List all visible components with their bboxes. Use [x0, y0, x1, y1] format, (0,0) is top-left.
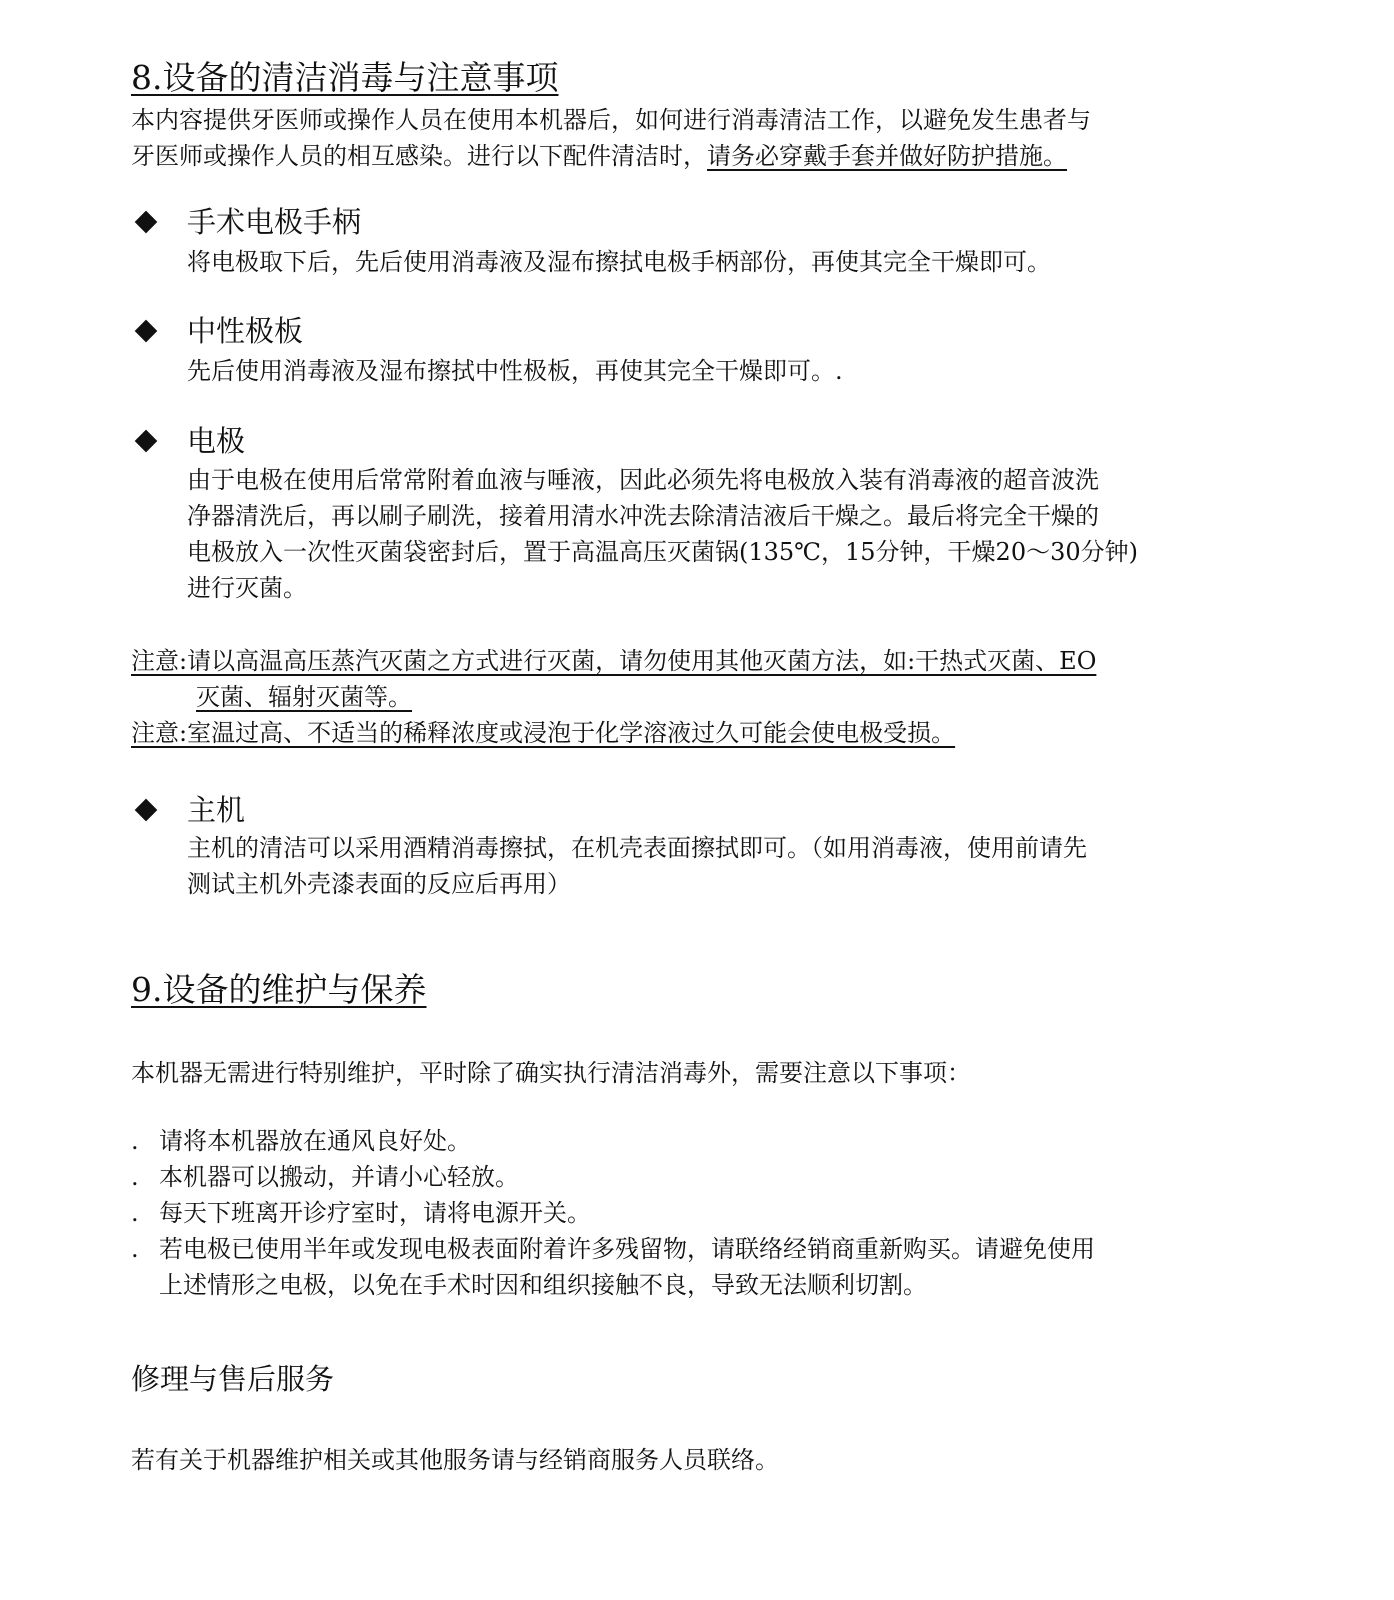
diamond-bullet-icon	[135, 320, 158, 343]
item-text-electrode-line-2: 净器清洗后，再以刷子刷洗，接着用清水冲洗去除清洁液后干燥之。最后将完全干燥的	[187, 502, 1099, 530]
item-text-electrode-line-4: 进行灭菌。	[187, 574, 307, 602]
list-marker: .	[131, 1235, 139, 1263]
item-text-main-unit-line-2: 测试主机外壳漆表面的反应后再用）	[187, 870, 571, 898]
maintenance-item-4-line-2: 上述情形之电极，以免在手术时因和组织接触不良，导致无法顺利切割。	[159, 1271, 927, 1299]
item-heading-neutral-plate: 中性极板	[187, 314, 304, 348]
list-marker: .	[131, 1127, 139, 1155]
item-text-main-unit-line-1: 主机的清洁可以采用酒精消毒擦拭，在机壳表面擦拭即可。（如用消毒液，使用前请先	[187, 834, 1087, 862]
item-heading-electrode-handle: 手术电极手柄	[187, 205, 362, 239]
section-8-title: 8.设备的清洁消毒与注意事项	[131, 58, 559, 97]
diamond-bullet-icon	[135, 430, 158, 453]
item-heading-electrode: 电极	[187, 424, 246, 458]
item-text-neutral-plate: 先后使用消毒液及湿布擦拭中性极板，再使其完全干燥即可。.	[187, 357, 843, 385]
section-8-intro-line-1: 本内容提供牙医师或操作人员在使用本机器后，如何进行消毒清洁工作，以避免发生患者与	[131, 106, 1091, 134]
item-text-electrode-line-1: 由于电极在使用后常常附着血液与唾液，因此必须先将电极放入装有消毒液的超音波洗	[187, 466, 1099, 494]
maintenance-item-1: 请将本机器放在通风良好处。	[159, 1127, 471, 1155]
note-2: 注意:室温过高、不适当的稀释浓度或浸泡于化学溶液过久可能会使电极受损。	[131, 719, 956, 747]
maintenance-item-2: 本机器可以搬动，并请小心轻放。	[159, 1163, 519, 1191]
list-marker: .	[131, 1163, 139, 1191]
note-1-line-2: 灭菌、辐射灭菌等。	[196, 683, 412, 711]
section-9-intro: 本机器无需进行特别维护，平时除了确实执行清洁消毒外，需要注意以下事项：	[131, 1059, 971, 1087]
item-text-electrode-handle: 将电极取下后，先后使用消毒液及湿布擦拭电极手柄部份，再使其完全干燥即可。	[187, 248, 1051, 276]
section-9-title: 9.设备的维护与保养	[131, 970, 427, 1009]
maintenance-item-3: 每天下班离开诊疗室时，请将电源开关。	[159, 1199, 591, 1227]
item-text-electrode-line-3: 电极放入一次性灭菌袋密封后，置于高温高压灭菌锅(135℃，15分钟，干燥20～30分钟)	[187, 538, 1138, 566]
intro-plain-text: 牙医师或操作人员的相互感染。进行以下配件清洁时，	[131, 142, 707, 170]
maintenance-item-4-line-1: 若电极已使用半年或发现电极表面附着许多残留物，请联络经销商重新购买。请避免使用	[159, 1235, 1095, 1263]
diamond-bullet-icon	[135, 799, 158, 822]
intro-underlined-warning: 请务必穿戴手套并做好防护措施。	[707, 142, 1067, 170]
note-1-line-1: 注意:请以高温高压蒸汽灭菌之方式进行灭菌，请勿使用其他灭菌方法，如:干热式灭菌、EO	[131, 647, 1097, 675]
service-text: 若有关于机器维护相关或其他服务请与经销商服务人员联络。	[131, 1446, 779, 1474]
service-heading: 修理与售后服务	[131, 1362, 335, 1396]
section-8-intro-line-2	[131, 141, 1067, 171]
item-heading-main-unit: 主机	[187, 793, 246, 827]
diamond-bullet-icon	[135, 211, 158, 234]
list-marker: .	[131, 1199, 139, 1227]
